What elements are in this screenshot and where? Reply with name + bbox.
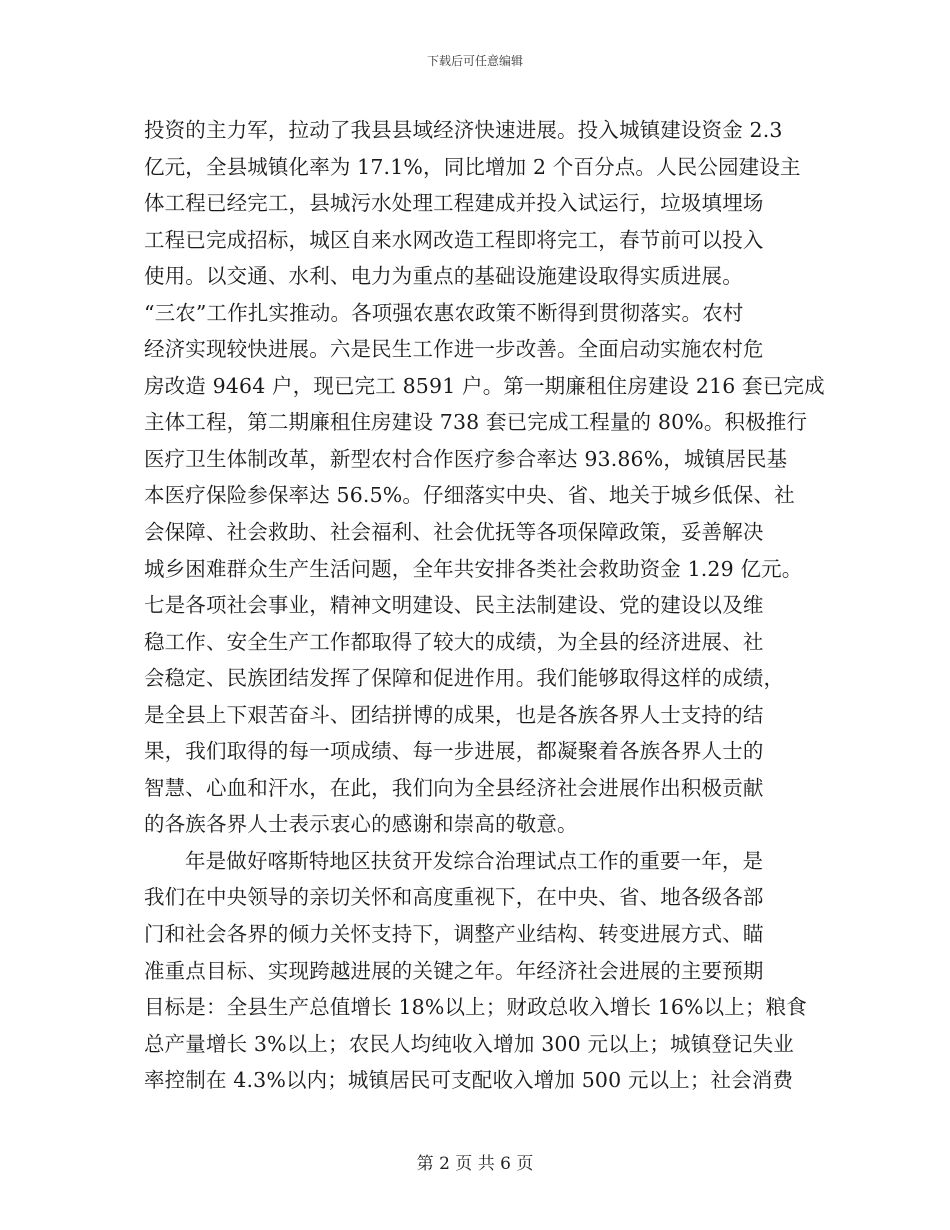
text-line: 医疗卫生体制改革，新型农村合作医疗参合率达 93.86%，城镇居民基 xyxy=(144,446,788,471)
text-line: 亿元，全县城镇化率为 17.1%，同比增加 2 个百分点。人民公园建设主 xyxy=(144,154,801,179)
text-line: 的各族各界人士表示衷心的感谢和崇高的敬意。 xyxy=(144,812,578,837)
text-line: 主体工程，第二期廉租住房建设 738 套已完成工程量的 80%。积极推行 xyxy=(144,410,808,435)
text-line: 使用。以交通、水利、电力为重点的基础设施建设取得实质进展。 xyxy=(144,264,743,289)
text-line: 工程已完成招标，城区自来水网改造工程即将完工，春节前可以投入 xyxy=(144,227,764,252)
text-line: 目标是：全县生产总值增长 18%以上；财政总收入增长 16%以上；粮食 xyxy=(144,995,807,1020)
text-line: 七是各项社会事业，精神文明建设、民主法制建设、党的建设以及维 xyxy=(144,593,764,618)
body-text xyxy=(144,112,825,1099)
text-line: 会保障、社会救助、社会福利、社会优抚等各项保障政策，妥善解决 xyxy=(144,520,764,545)
text-line: 是全县上下艰苦奋斗、团结拼博的成果，也是各族各界人士支持的结 xyxy=(144,702,764,727)
text-line: 本医疗保险参保率达 56.5%。仔细落实中央、省、地关于城乡低保、社 xyxy=(144,483,795,508)
text-line: 城乡困难群众生产生活问题，全年共安排各类社会救助资金 1.29 亿元。 xyxy=(144,556,803,581)
text-line: 房改造 9464 户，现已完工 8591 户。第一期廉租住房建设 216 套已完成 xyxy=(144,373,825,398)
text-line: 年是做好喀斯特地区扶贫开发综合治理试点工作的重要一年，是 xyxy=(185,848,764,873)
text-line: 会稳定、民族团结发挥了保障和促进作用。我们能够取得这样的成绩， xyxy=(144,666,785,691)
text-line: 经济实现较快进展。六是民生工作进一步改善。全面启动实施农村危 xyxy=(144,337,764,362)
text-line: 总产量增长 3%以上；农民人均纯收入增加 300 元以上；城镇登记失业 xyxy=(144,1031,794,1056)
text-line: 稳工作、安全生产工作都取得了较大的成绩，为全县的经济进展、社 xyxy=(144,629,764,654)
text-line: 率控制在 4.3%以内；城镇居民可支配收入增加 500 元以上；社会消费 xyxy=(144,1068,794,1093)
text-line: 投资的主力军，拉动了我县县域经济快速进展。投入城镇建设资金 2.3 xyxy=(144,118,783,142)
text-line: “三农”工作扎实推动。各项强农惠农政策不断得到贯彻落实。农村 xyxy=(144,300,744,325)
text-line: 果，我们取得的每一项成绩、每一步进展，都凝聚着各族各界人士的 xyxy=(144,739,764,764)
page-header: 下载后可任意编辑 xyxy=(426,54,523,68)
page-number: 第 2 页 共 6 页 xyxy=(416,1154,534,1174)
text-line: 智慧、心血和汗水，在此，我们向为全县经济社会进展作出积极贡献 xyxy=(144,775,764,800)
text-line: 我们在中央领导的亲切关怀和高度重视下，在中央、省、地各级各部 xyxy=(144,885,764,910)
text-line: 门和社会各界的倾力关怀支持下，调整产业结构、转变进展方式、瞄 xyxy=(144,922,764,947)
text-line: 准重点目标、实现跨越进展的关键之年。年经济社会进展的主要预期 xyxy=(144,958,764,983)
text-line: 体工程已经完工，县城污水处理工程建成并投入试运行，垃圾填埋场 xyxy=(144,191,764,216)
